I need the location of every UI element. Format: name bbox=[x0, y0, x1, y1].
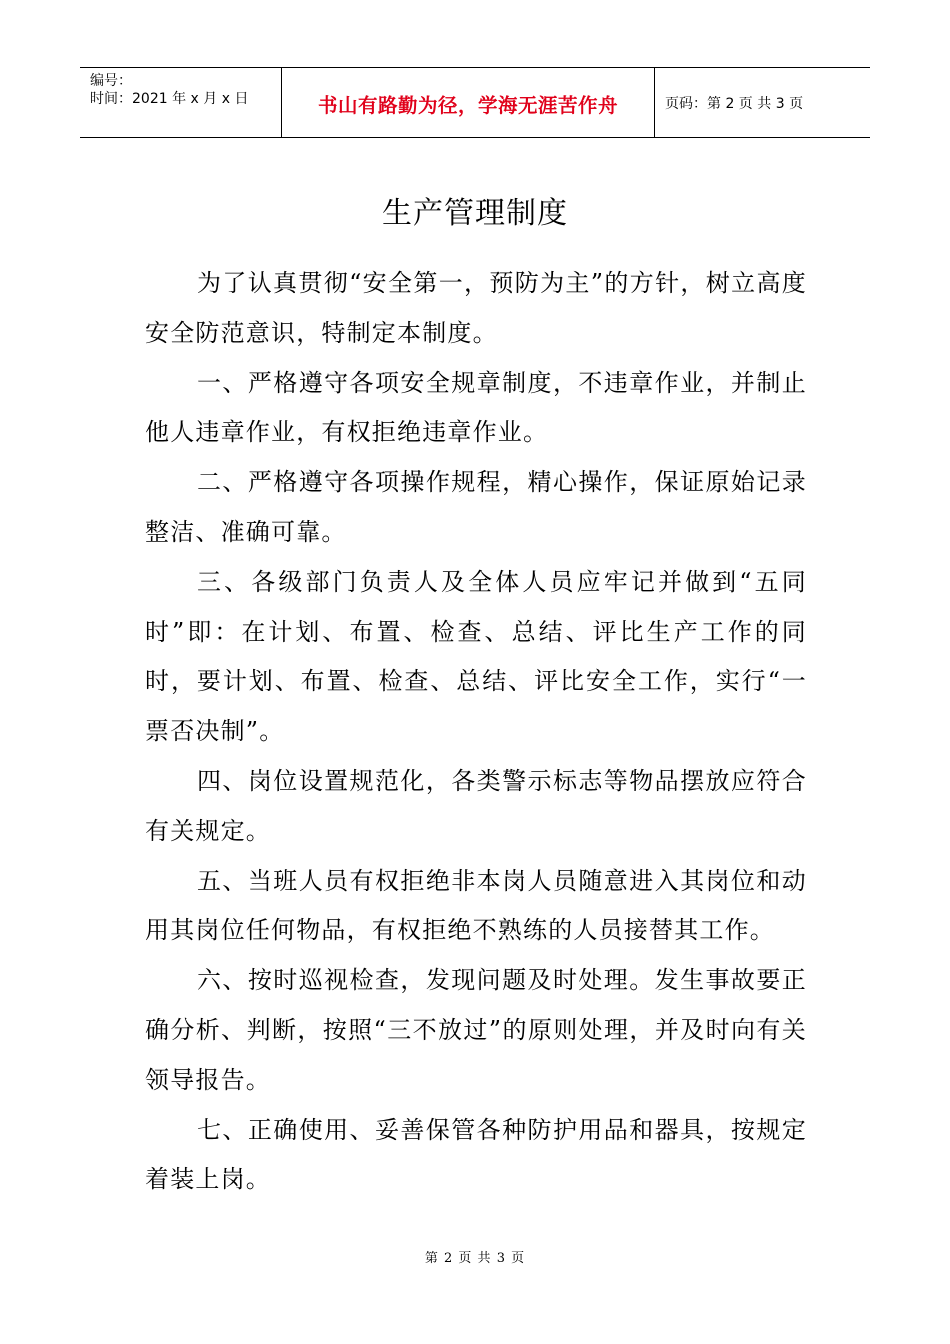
document-body bbox=[145, 259, 807, 1205]
paragraph-rule-7: 七、正确使用、妥善保管各种防护用品和器具，按规定着装上岗。 bbox=[145, 1115, 807, 1194]
paragraph-intro: 为了认真贯彻“安全第一，预防为主”的方针，树立高度安全防范意识，特制定本制度。 bbox=[145, 269, 807, 347]
header-page-label: 页码：第 2 页 共 3 页 bbox=[665, 95, 804, 112]
paragraph-rule-6: 六、按时巡视检查，发现问题及时处理。发生事故要正确分析、判断，按照“三不放过”的原则处理，并及时向有关领导报告。 bbox=[145, 966, 807, 1094]
document-number-label: 编号： bbox=[90, 73, 132, 89]
paragraph-rule-2: 二、严格遵守各项操作规程，精心操作，保证原始记录整洁、准确可靠。 bbox=[145, 468, 807, 546]
header-page-cell bbox=[655, 68, 870, 137]
page-footer bbox=[0, 1247, 950, 1266]
header-table bbox=[80, 67, 870, 138]
document-date-label: 时间：2021 年 x 月 x 日 bbox=[90, 91, 249, 107]
footer-page-indicator: 第 2 页 共 3 页 bbox=[424, 1251, 526, 1266]
paragraph-rule-1: 一、严格遵守各项安全规章制度，不违章作业，并制止他人违章作业，有权拒绝违章作业。 bbox=[145, 368, 807, 447]
header-motto-cell bbox=[282, 68, 655, 137]
document-title: 生产管理制度 bbox=[382, 196, 568, 231]
paragraph-rule-3: 三、各级部门负责人及全体人员应牢记并做到“五同时”即：在计划、布置、检查、总结、评比生产工作的同时，要计划、布置、检查、总结、评比安全工作，实行“一票否决制”。 bbox=[145, 567, 807, 746]
paragraph-rule-5: 五、当班人员有权拒绝非本岗人员随意进入其岗位和动用其岗位任何物品，有权拒绝不熟练的人员接替其工作。 bbox=[145, 866, 807, 945]
header-meta-cell bbox=[80, 68, 282, 137]
paragraph-rule-4: 四、岗位设置规范化，各类警示标志等物品摆放应符合有关规定。 bbox=[145, 766, 807, 845]
header-motto: 书山有路勤为径，学海无涯苦作舟 bbox=[317, 93, 618, 117]
